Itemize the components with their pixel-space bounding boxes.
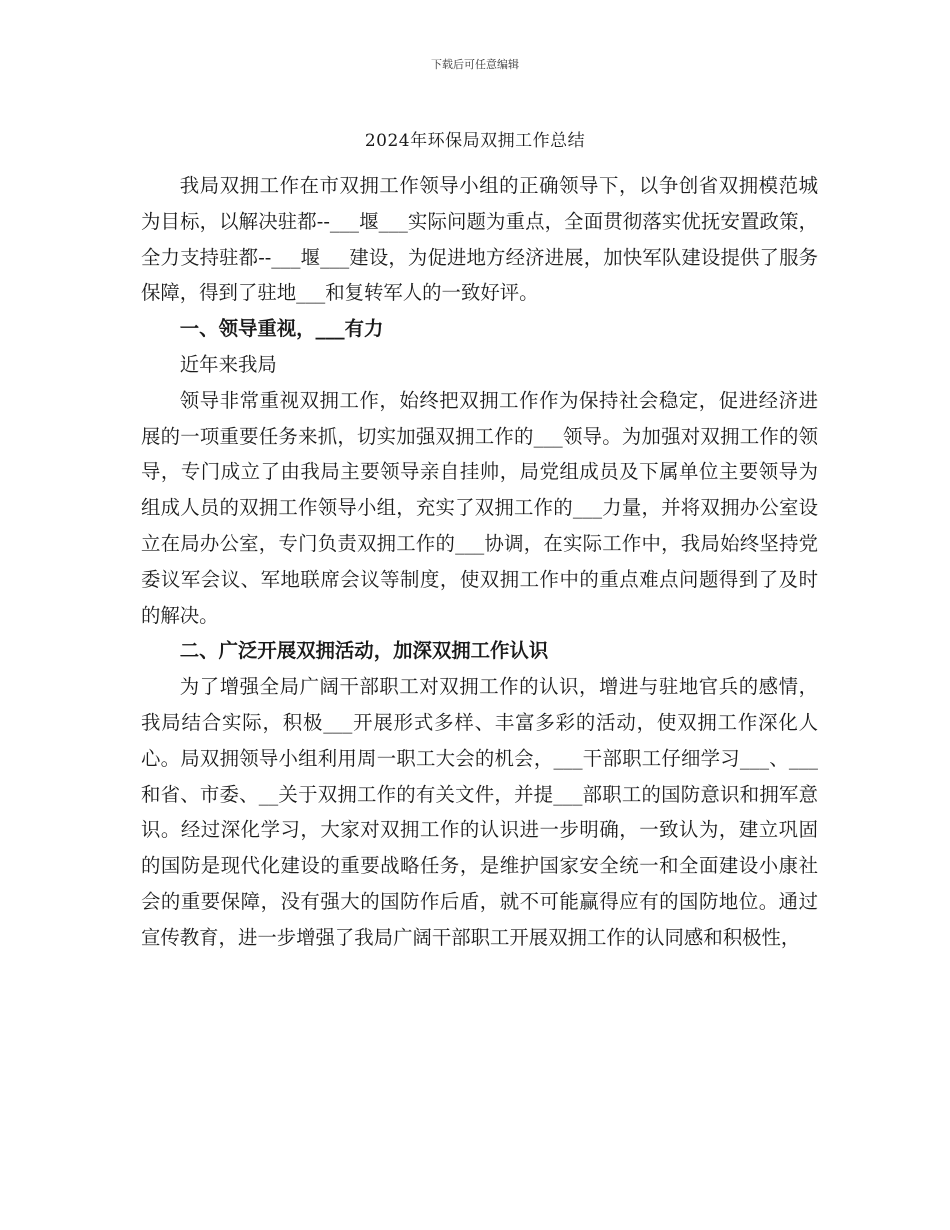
- paragraph-section-1: 领导非常重视双拥工作，始终把双拥工作作为保持社会稳定，促进经济进展的一项重要任务来抓，切实加强双拥工作的___领导。为加强对双拥工作的领导，专门成立了由我局主要领导亲自挂帅，局党组成员及下属单位主要领导为组成人员的双拥工作领导小组，充实了双拥工作的___力量，并将双拥办公室设立在局办公室，专门负责双拥工作的___协调，在实际工作中，我局始终坚持党委议军会议、军地联席会议等制度，使双拥工作中的重点难点问题得到了及时的解决。: [141, 388, 818, 627]
- section-heading-1: 一、领导重视，___有力: [179, 317, 384, 341]
- section-heading-2: 二、广泛开展双拥活动，加深双拥工作认识: [179, 639, 549, 663]
- paragraph-lead: 近年来我局: [179, 352, 277, 376]
- paragraph-intro: 我局双拥工作在市双拥工作领导小组的正确领导下，以争创省双拥模范城为目标，以解决驻都--___堰___实际问题为重点，全面贯彻落实优抚安置政策，全力支持驻都--___堰___建设，为促进地方经济进展，加快军队建设提供了服务保障，得到了驻地___和复转军人的一致好评。: [141, 174, 818, 305]
- page-header: 下载后可任意编辑: [431, 58, 519, 71]
- paragraph-section-2: 为了增强全局广阔干部职工对双拥工作的认识，增进与驻地官兵的感情，我局结合实际，积极___开展形式多样、丰富多彩的活动，使双拥工作深化人心。局双拥领导小组利用周一职工大会的机会，___干部职工仔细学习___、___和省、市委、__关于双拥工作的有关文件，并提___部职工的国防意识和拥军意识。经过深化学习，大家对双拥工作的认识进一步明确，一致认为，建立巩固的国防是现代化建设的重要战略任务，是维护国家安全统一和全面建设小康社会的重要保障，没有强大的国防作后盾，就不可能赢得应有的国防地位。通过宣传教育，进一步增强了我局广阔干部职工开展双拥工作的认同感和积极性，: [141, 675, 818, 949]
- document-title: 2024年环保局双拥工作总结: [364, 131, 586, 151]
- document-body: [141, 168, 818, 956]
